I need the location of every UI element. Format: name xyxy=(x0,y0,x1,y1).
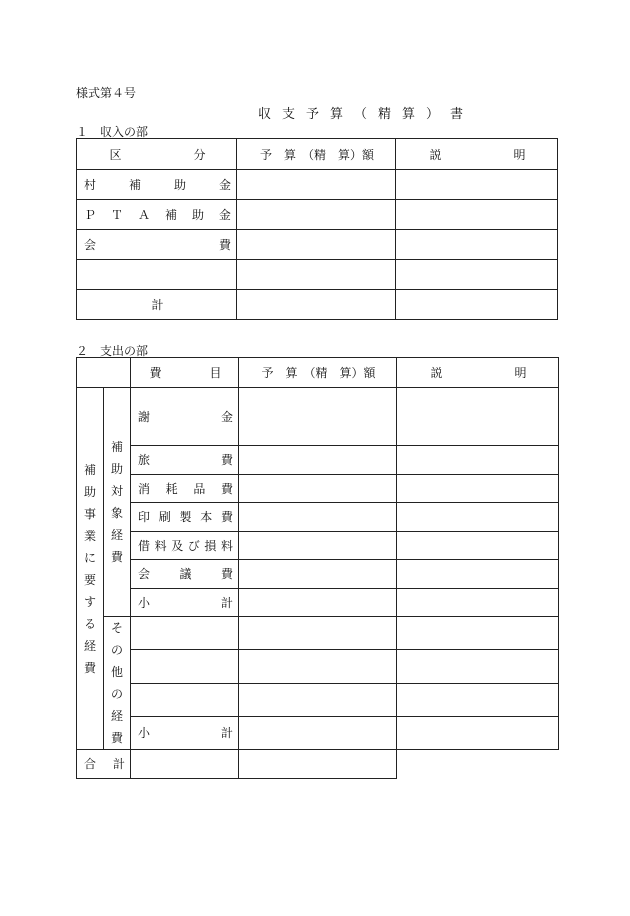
income-row xyxy=(77,290,558,320)
expense-item-cell xyxy=(131,388,239,446)
expense-row xyxy=(77,560,559,589)
expense-note-cell[interactable] xyxy=(397,683,559,716)
expense-row xyxy=(77,531,559,560)
expense-item-cell xyxy=(131,474,239,503)
expense-budget-header: 予 算 （精 算）額 xyxy=(239,358,397,388)
expense-header-row xyxy=(77,358,559,388)
expense-item-cell xyxy=(131,503,239,532)
expense-row xyxy=(77,650,559,683)
income-category-header: 区 分 xyxy=(77,139,237,170)
expense-note-cell[interactable] xyxy=(397,474,559,503)
expense-budget-cell[interactable] xyxy=(239,531,397,560)
expense-row xyxy=(77,503,559,532)
expense-item-cell xyxy=(131,650,239,683)
income-row xyxy=(77,200,558,230)
income-note-cell[interactable] xyxy=(396,290,558,320)
expense-row xyxy=(77,446,559,475)
page-title: 収支予算（精算）書 xyxy=(258,107,475,122)
expense-item-label: 印 刷 製 本 費 xyxy=(138,510,233,525)
expense-note-cell[interactable] xyxy=(397,446,559,475)
expense-row xyxy=(77,474,559,503)
expense-item-cell xyxy=(131,588,239,617)
expense-item-label: 旅 費 xyxy=(138,453,233,468)
expense-total-label: 合 計 xyxy=(84,757,125,772)
expense-item-label: 謝 金 xyxy=(138,410,233,424)
expense-budget-cell[interactable] xyxy=(239,446,397,475)
expense-item-cell xyxy=(131,716,239,749)
expense-item-cell xyxy=(131,531,239,560)
expense-budget-cell[interactable] xyxy=(239,474,397,503)
expense-budget-cell[interactable] xyxy=(239,588,397,617)
expense-budget-cell[interactable] xyxy=(239,503,397,532)
expense-total-row xyxy=(77,750,559,779)
income-budget-cell[interactable] xyxy=(237,230,396,260)
expense-row xyxy=(77,388,559,446)
expense-budget-cell[interactable] xyxy=(239,560,397,589)
income-budget-cell[interactable] xyxy=(237,200,396,230)
expense-item-cell xyxy=(131,446,239,475)
income-note-cell[interactable] xyxy=(396,260,558,290)
income-category-cell xyxy=(77,170,237,200)
income-category-cell xyxy=(77,230,237,260)
income-table xyxy=(76,138,558,320)
expense-item-label: 借 料 及 び 損 料 xyxy=(138,538,233,553)
expense-note-cell[interactable] xyxy=(397,588,559,617)
expense-note-cell[interactable] xyxy=(397,388,559,446)
expense-item-label: 消 耗 品 費 xyxy=(138,481,233,496)
expense-item-header: 費 目 xyxy=(131,358,239,388)
income-row xyxy=(77,230,558,260)
income-note-cell[interactable] xyxy=(396,200,558,230)
income-row xyxy=(77,260,558,290)
expense-note-cell[interactable] xyxy=(397,560,559,589)
income-category-label: Ｐ Ｔ Ａ 補 助 金 xyxy=(84,208,231,222)
expense-item-label: 会 議 費 xyxy=(138,567,233,582)
income-note-header: 説 明 xyxy=(396,139,558,170)
income-category-label: 計 xyxy=(151,298,164,312)
income-budget-cell[interactable] xyxy=(237,290,396,320)
income-category-cell xyxy=(77,260,237,290)
expense-total-budget-cell[interactable] xyxy=(131,750,239,779)
expense-note-header: 説 明 xyxy=(397,358,559,388)
income-note-cell[interactable] xyxy=(396,170,558,200)
expense-group-outer: 補 助 事 業 に 要 す る 経 費 xyxy=(77,388,104,750)
expense-row xyxy=(77,588,559,617)
expense-budget-cell[interactable] xyxy=(239,617,397,650)
expense-budget-cell[interactable] xyxy=(239,650,397,683)
expense-group-subsidy: 補 助 対 象 経 費 xyxy=(104,388,131,617)
income-budget-cell[interactable] xyxy=(237,170,396,200)
expense-budget-cell[interactable] xyxy=(239,716,397,749)
expense-note-cell[interactable] xyxy=(397,617,559,650)
income-heading: １ 収入の部 xyxy=(76,125,149,139)
income-budget-header: 予 算 （精 算）額 xyxy=(237,139,396,170)
expense-item-label: 小 計 xyxy=(138,726,233,741)
income-budget-cell[interactable] xyxy=(237,260,396,290)
expense-row xyxy=(77,683,559,716)
expense-note-cell[interactable] xyxy=(397,716,559,749)
income-category-cell xyxy=(77,290,237,320)
expense-note-cell[interactable] xyxy=(397,503,559,532)
expense-group-other: そ の 他 の 経 費 xyxy=(104,617,131,750)
expense-budget-cell[interactable] xyxy=(239,683,397,716)
expense-row xyxy=(77,617,559,650)
expense-row xyxy=(77,716,559,749)
expense-total-note-cell[interactable] xyxy=(239,750,397,779)
expense-item-cell xyxy=(131,617,239,650)
expense-item-cell xyxy=(131,683,239,716)
expense-note-cell[interactable] xyxy=(397,531,559,560)
income-note-cell[interactable] xyxy=(396,230,558,260)
expense-item-cell xyxy=(131,560,239,589)
expense-budget-cell[interactable] xyxy=(239,388,397,446)
expense-header-blank xyxy=(77,358,131,388)
form-number: 様式第４号 xyxy=(76,86,137,100)
income-header-row xyxy=(77,139,558,170)
income-category-cell xyxy=(77,200,237,230)
expense-item-label: 小 計 xyxy=(138,595,233,610)
expense-note-cell[interactable] xyxy=(397,650,559,683)
income-category-label: 会 費 xyxy=(84,238,231,252)
income-category-label: 村 補 助 金 xyxy=(84,178,231,192)
expense-table xyxy=(76,357,559,779)
expense-heading: ２ 支出の部 xyxy=(76,344,149,358)
expense-total-label-cell xyxy=(77,750,131,779)
income-row xyxy=(77,170,558,200)
